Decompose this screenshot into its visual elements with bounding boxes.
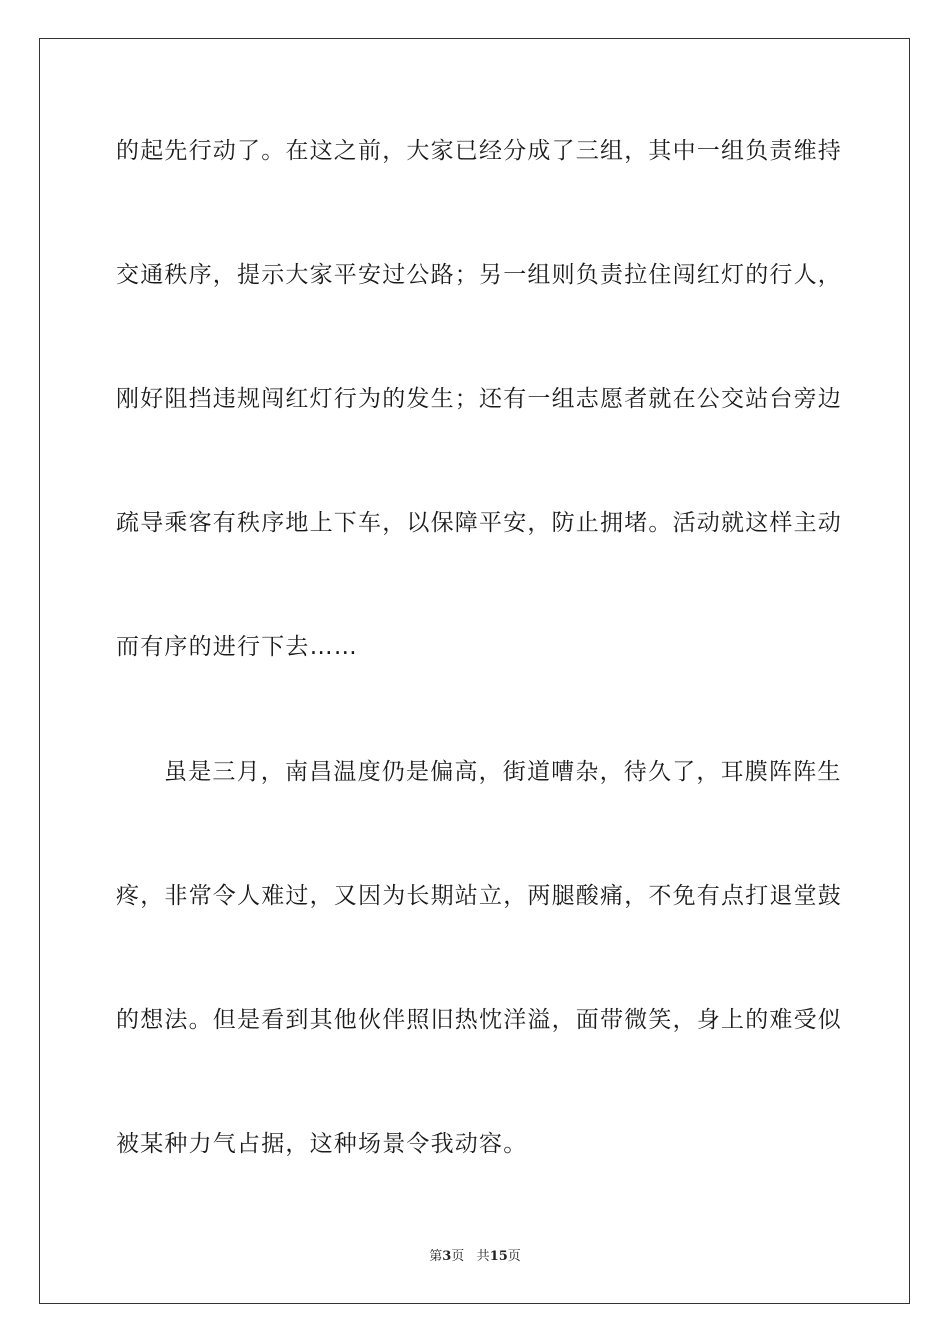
total-suffix: 页 — [507, 1249, 521, 1264]
paragraph-line: 而有序的进行下去…… — [116, 634, 358, 660]
page-border — [39, 38, 910, 1304]
total-pages: 15 — [489, 1249, 508, 1264]
paragraph-line: 疼，非常令人难过，又因为长期站立，两腿酸痛，不免有点打退堂鼓 — [116, 883, 842, 909]
paragraph-line: 的想法。但是看到其他伙伴照旧热忱洋溢，面带微笑，身上的难受似 — [116, 1007, 842, 1033]
paragraph-line: 的起先行动了。在这之前，大家已经分成了三组，其中一组负责维持 — [116, 138, 842, 164]
page-number: 3 — [442, 1249, 452, 1264]
paragraph-line: 刚好阻挡违规闯红灯行为的发生；还有一组志愿者就在公交站台旁边 — [116, 386, 842, 412]
page-footer — [0, 1248, 950, 1266]
total-prefix: 共 — [476, 1249, 490, 1264]
paragraph-line: 交通秩序，提示大家平安过公路；另一组则负责拉住闯红灯的行人， — [116, 262, 842, 288]
paragraph-line: 被某种力气占据，这种场景令我动容。 — [116, 1131, 528, 1157]
paragraph-line: 疏导乘客有秩序地上下车，以保障平安，防止拥堵。活动就这样主动 — [116, 510, 842, 536]
page-prefix: 第 — [429, 1249, 443, 1264]
page-suffix: 页 — [451, 1249, 465, 1264]
paragraph-line: 虽是三月，南昌温度仍是偏高，街道嘈杂，待久了，耳膜阵阵生 — [164, 759, 842, 785]
